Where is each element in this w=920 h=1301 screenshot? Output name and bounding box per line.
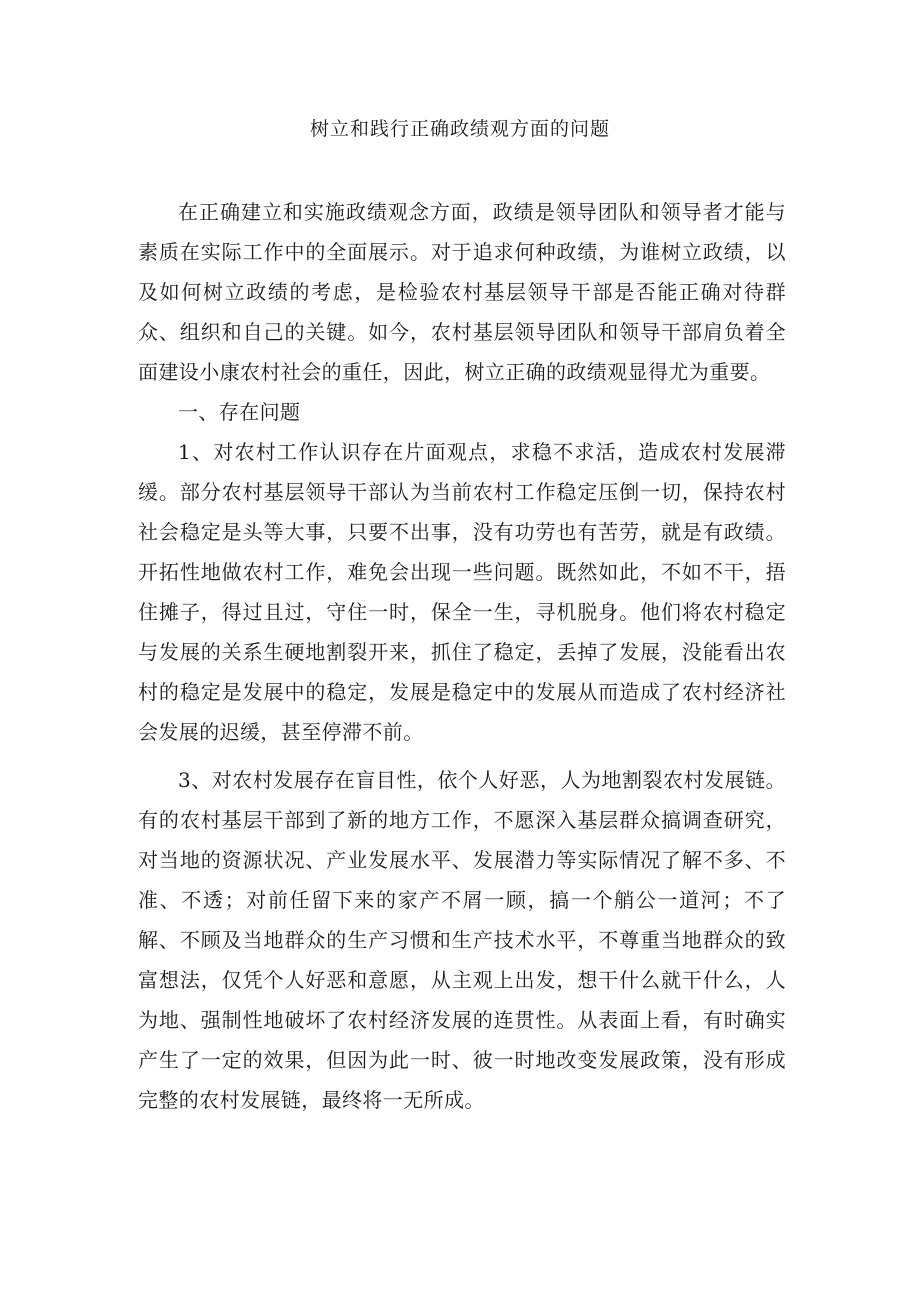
problem-1-paragraph: 1、对农村工作认识存在片面观点，求稳不求活，造成农村发展滞缓。部分农村基层领导干部认为当前农村工作稳定压倒一切，保持农村社会稳定是头等大事，只要不出事，没有功劳也有苦劳，就是有政绩。开拓性地做农村工作，难免会出现一些问题。既然如此，不如不干，捂住摊子，得过且过，守住一时，保全一生，寻机脱身。他们将农村稳定与发展的关系生硬地割裂开来，抓住了稳定，丢掉了发展，没能看出农村的稳定是发展中的稳定，发展是稳定中的发展从而造成了农村经济社会发展的迟缓，甚至停滞不前。 bbox=[138, 440, 786, 744]
problem-3-paragraph: 3、对农村发展存在盲目性，依个人好恶，人为地割裂农村发展链。有的农村基层干部到了新的地方工作，不愿深入基层群众搞调查研究，对当地的资源状况、产业发展水平、发展潜力等实际情况了解不多、不准、不透；对前任留下来的家产不屑一顾，搞一个艄公一道河；不了解、不顾及当地群众的生产习惯和生产技术水平，不尊重当地群众的致富想法，仅凭个人好恶和意愿，从主观上出发，想干什么就干什么，人为地、强制性地破坏了农村经济发展的连贯性。从表面上看，有时确实产生了一定的效果，但因为此一时、彼一时地改变发展政策，没有形成完整的农村发展链，最终将一无所成。 bbox=[138, 768, 786, 1112]
intro-paragraph: 在正确建立和实施政绩观念方面，政绩是领导团队和领导者才能与素质在实际工作中的全面展示。对于追求何种政绩，为谁树立政绩，以及如何树立政绩的考虑，是检验农村基层领导干部是否能正确对待群众、组织和自己的关键。如今，农村基层领导团队和领导干部肩负着全面建设小康农村社会的重任，因此，树立正确的政绩观显得尤为重要。 bbox=[138, 200, 786, 384]
document-title: 树立和践行正确政绩观方面的问题 bbox=[309, 118, 610, 140]
section-heading: 一、存在问题 bbox=[178, 400, 301, 424]
document-body bbox=[138, 192, 786, 1120]
